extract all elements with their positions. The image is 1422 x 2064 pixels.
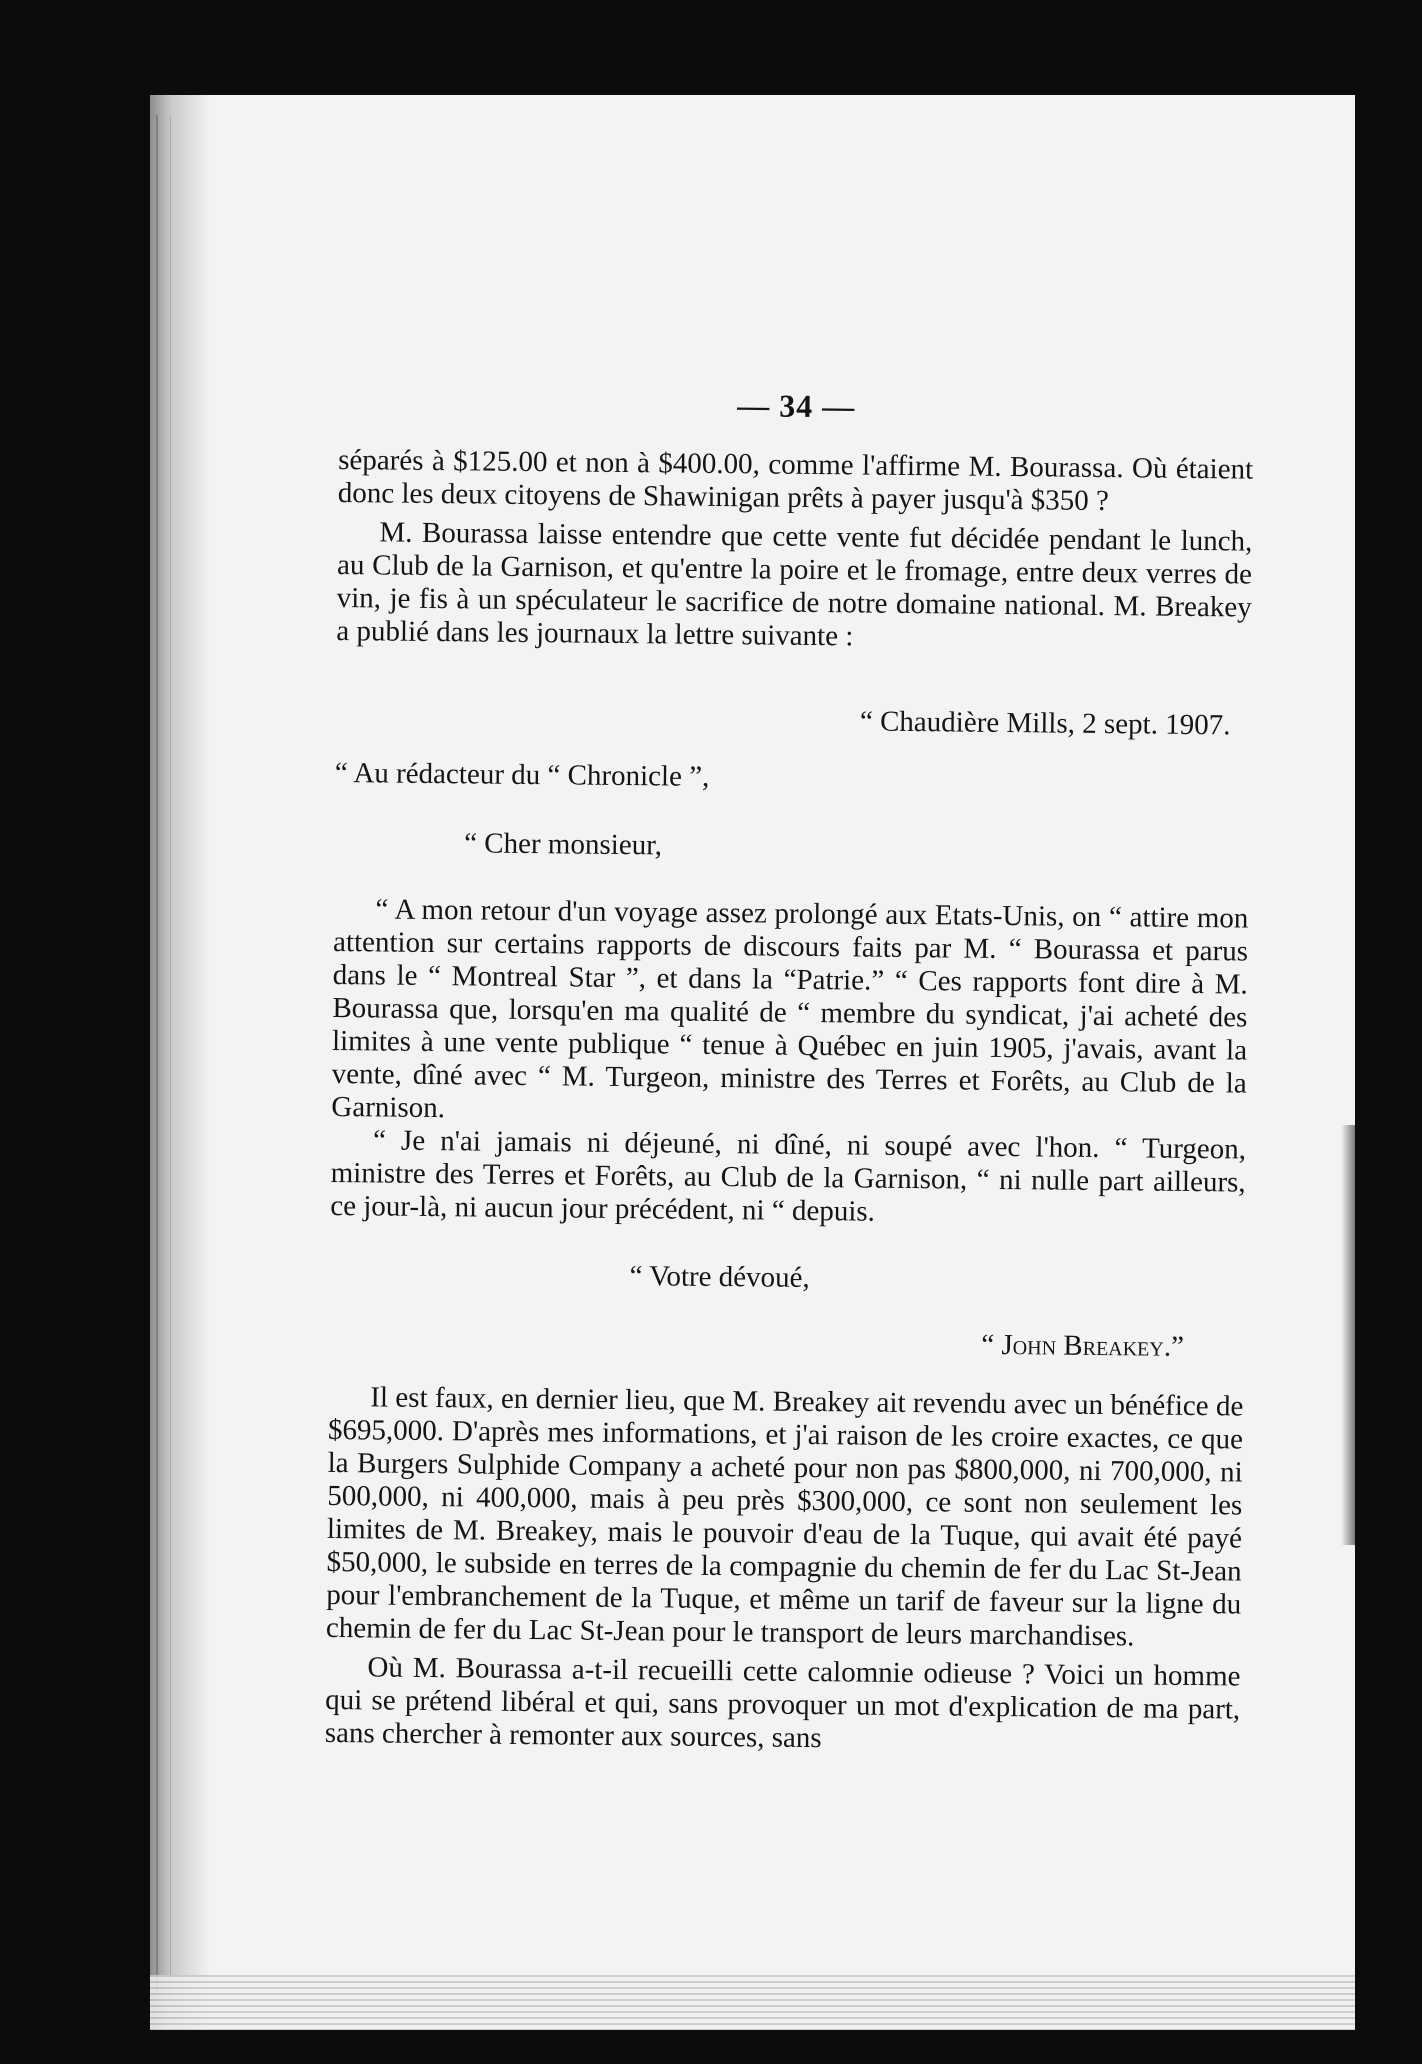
letter-signature: “ John Breakey.” (981, 1328, 1185, 1363)
letter-salutation: “ Cher monsieur, (463, 827, 663, 862)
binding-lines (156, 115, 171, 1995)
letter-addressee: “ Au rédacteur du “ Chronicle ”, (334, 756, 710, 793)
letter-dateline: “ Chaudière Mills, 2 sept. 1907. (859, 705, 1231, 742)
letter-body-1: “ A mon retour d'un voyage assez prolongé aux Etats-Unis, on “ attire mon attention sur certains rapports de discours faits par M. “ Bourassa et parus dans le “ Montreal Star ”, et dans la “Patrie.” “ Ces rapports font dire à M. Bourassa que, lorsqu'en ma qualité de “ membre du syndicat, j'ai acheté des limites à une vente publique “ tenue à Québec en juin 1905, j'avais, avant la vente, dîné avec “ M. Turgeon, ministre des Terres et Forêts, au Club de la Garnison. (331, 893, 1249, 1125)
letter-closing: “ Votre dévoué, (629, 1260, 810, 1294)
page-text (325, 285, 1255, 1760)
right-edge-shadow (1341, 1125, 1355, 1545)
paragraph-4: Où M. Bourassa a-t-il recueilli cette calomnie odieuse ? Voici un homme qui se prétend libéral et qui, sans provoquer un mot d'explication de ma part, sans chercher à remonter aux sources, sans (324, 1651, 1241, 1755)
page-edges (150, 1975, 1355, 2030)
letter-body-2: “ Je n'ai jamais ni déjeuné, ni dîné, ni soupé avec l'hon. “ Turgeon, ministre des Terres et Forêts, au Club de la Garnison, “ ni nulle part ailleurs, ce jour-là, ni aucun jour précédent, ni “ depuis. (330, 1124, 1247, 1228)
paragraph-1: séparés à $125.00 et non à $400.00, comme l'affirme M. Bourassa. Où étaient donc les deux citoyens de Shawinigan prêts à payer jusqu'à $350 ? (337, 443, 1254, 518)
page-number: — 34 — (737, 387, 856, 425)
paragraph-2: M. Bourassa laisse entendre que cette vente fut décidée pendant le lunch, au Club de la Garnison, et qu'entre la poire et le fromage, entre deux verres de vin, je fis à un spéculateur le sacrifice de notre domaine national. M. Breakey a publié dans les journaux la lettre suivante : (336, 516, 1253, 653)
book-page (150, 95, 1355, 2030)
paragraph-3: Il est faux, en dernier lieu, que M. Breakey ait revendu avec un bénéfice de $695,000. D'après mes informations, et j'ai raison de les croire exactes, ce que la Burgers Sulphide Company a acheté pour non pas $800,000, ni 700,000, ni 500,000, ni 400,000, mais à peu près $300,000, ce sont non seulement les limites de M. Breakey, mais le pouvoir d'eau de la Tuque, qui avait été payé $50,000, le subside en terres de la compagnie du chemin de fer du Lac St-Jean pour l'embranchement de la Tuque, et même un tarif de faveur sur la ligne du chemin de fer du Lac St-Jean pour le transport de leurs marchandises. (325, 1381, 1244, 1653)
